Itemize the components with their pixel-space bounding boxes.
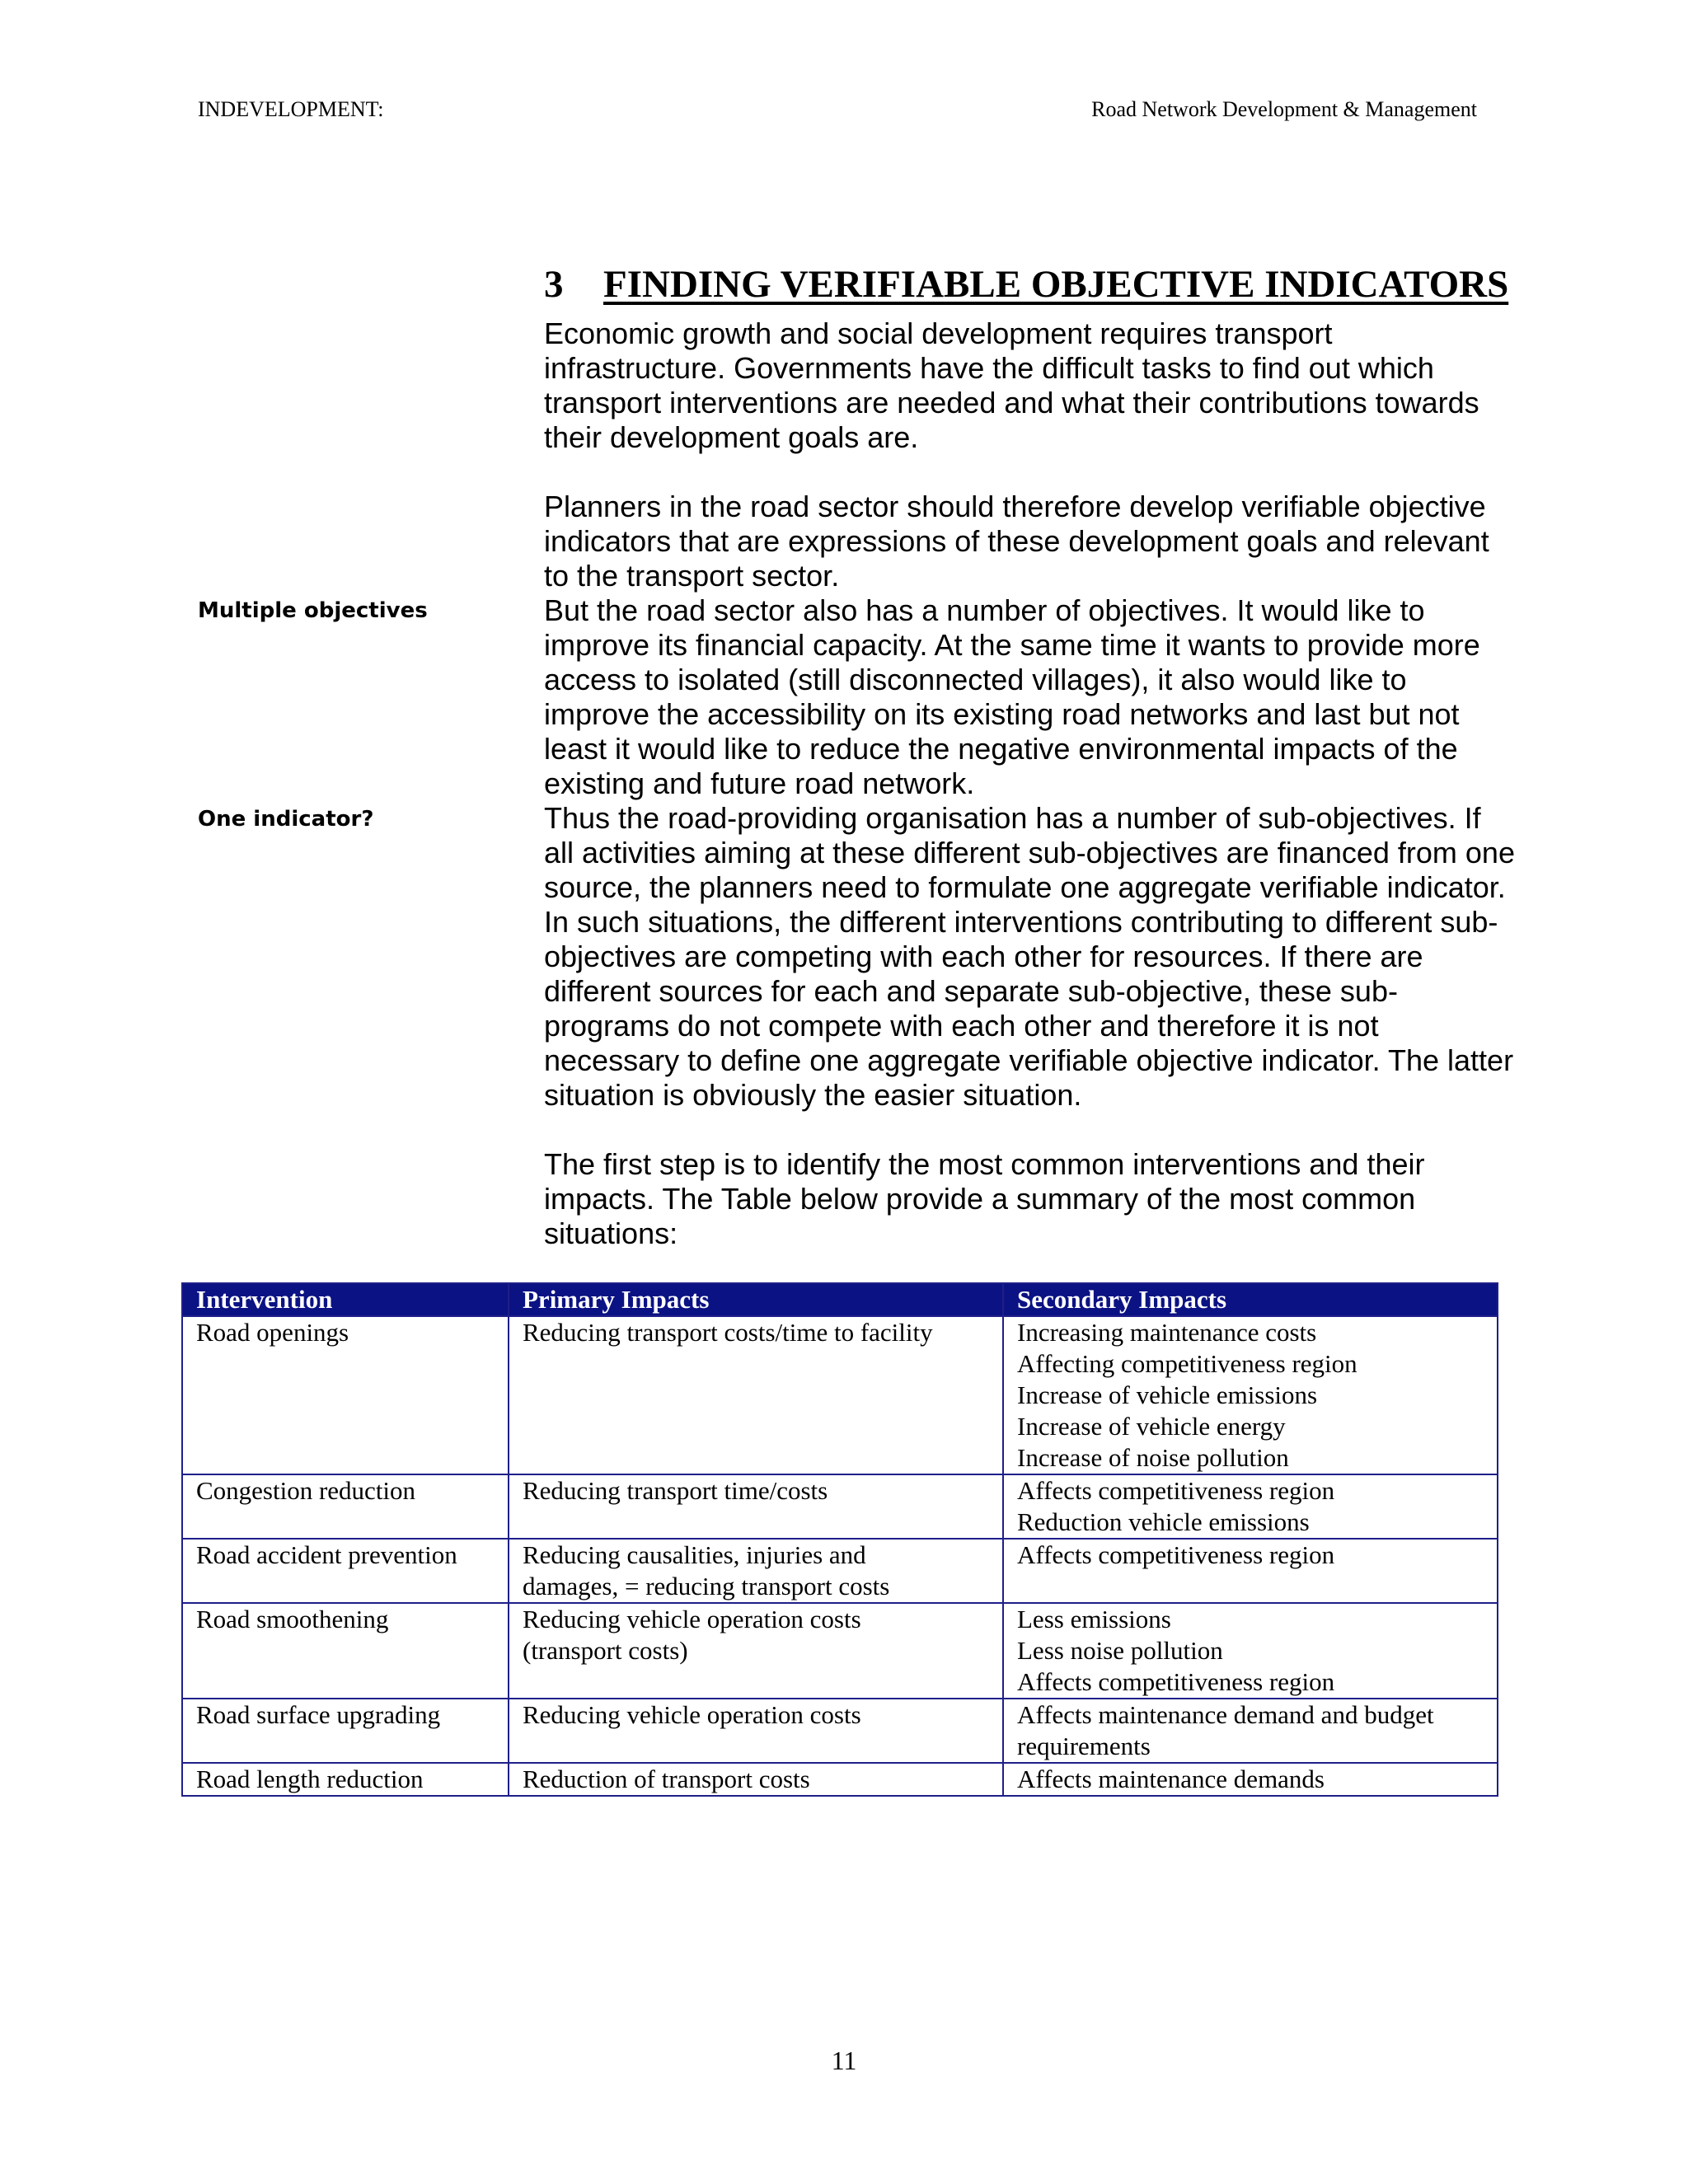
table-row — [182, 1474, 1498, 1539]
primary-impact-line: Reducing transport time/costs — [523, 1476, 828, 1505]
secondary-impact-line: Increasing maintenance costs — [1017, 1318, 1317, 1347]
paragraph-text: Thus the road-providing organisation has a number of sub-objectives. If all activities aiming at these different sub-objectives are financed from one source, the planners need to formulate one aggregate verifiable indicator. In such situations, the different interventions contributing to different sub-objectives are competing with each other for resources. If there are different sources for each and separate sub-objective, these sub-programs do not compete with each other and therefore it is not necessary to define one aggregate verifiable objective indicator. The latter situation is obviously the easier situation. — [544, 801, 1515, 1112]
table-row — [182, 1763, 1498, 1796]
paragraph-text: Planners in the road sector should therefore develop verifiable objective indicators that are expressions of these development goals and relevant to the transport sector. — [544, 490, 1489, 593]
primary-impacts-cell — [509, 1316, 1003, 1474]
intervention-cell: Road smoothening — [182, 1603, 509, 1699]
side-note-one-indicator: One indicator? — [198, 807, 374, 832]
secondary-impact-line: Less noise pollution — [1017, 1636, 1223, 1665]
column-header-primary-impacts: Primary Impacts — [509, 1283, 1003, 1316]
secondary-impact-line: Reduction vehicle emissions — [1017, 1507, 1310, 1536]
section-heading — [544, 262, 1508, 307]
column-header-secondary-impacts: Secondary Impacts — [1003, 1283, 1498, 1316]
primary-impact-line: Reducing vehicle operation costs — [523, 1605, 861, 1633]
primary-impact-line: Reducing vehicle operation costs — [523, 1700, 861, 1729]
running-header-left: INDEVELOPMENT: — [198, 97, 384, 121]
intervention-cell: Congestion reduction — [182, 1474, 509, 1539]
side-note-multiple-objectives: Multiple objectives — [198, 598, 428, 623]
running-header-right: Road Network Development & Management — [1091, 97, 1477, 121]
paragraph-text: Economic growth and social development requires transport infrastructure. Governments have the difficult tasks to find out which transport interventions are needed and what their contributions towards their development goals are. — [544, 316, 1479, 454]
primary-impact-line: Reducing causalities, injuries and — [523, 1540, 866, 1569]
primary-impacts-cell — [509, 1603, 1003, 1699]
secondary-impacts-cell — [1003, 1316, 1498, 1474]
primary-impacts-cell — [509, 1699, 1003, 1763]
table-row — [182, 1699, 1498, 1763]
column-header-intervention: Intervention — [182, 1283, 509, 1316]
section-number: 3 — [544, 263, 564, 306]
table-row — [182, 1539, 1498, 1603]
paragraph-objectives — [544, 593, 1517, 801]
intervention-cell: Road openings — [182, 1316, 509, 1474]
secondary-impact-line: Affects competitiveness region — [1017, 1476, 1335, 1505]
primary-impacts-cell — [509, 1474, 1003, 1539]
primary-impact-line: (transport costs) — [523, 1636, 688, 1665]
secondary-impact-line: requirements — [1017, 1732, 1151, 1760]
secondary-impact-line: Increase of noise pollution — [1017, 1443, 1289, 1472]
table-row — [182, 1316, 1498, 1474]
paragraph-first-step — [544, 1147, 1517, 1251]
paragraph-intro — [544, 316, 1517, 455]
primary-impacts-cell — [509, 1539, 1003, 1603]
secondary-impact-line: Increase of vehicle emissions — [1017, 1380, 1318, 1409]
secondary-impact-line: Less emissions — [1017, 1605, 1171, 1633]
intervention-cell: Road surface upgrading — [182, 1699, 509, 1763]
secondary-impacts-cell — [1003, 1474, 1498, 1539]
primary-impact-line: Reducing transport costs/time to facility — [523, 1318, 933, 1347]
paragraph-planners — [544, 490, 1517, 593]
paragraph-text: But the road sector also has a number of objectives. It would like to improve its financial capacity. At the same time it wants to provide more access to isolated (still disconnected villages), it also would like to improve the accessibility on its existing road networks and last but not least it would like to reduce the negative environmental impacts of the existing and future road network. — [544, 593, 1480, 800]
secondary-impact-line: Affects maintenance demand and budget — [1017, 1700, 1434, 1729]
primary-impacts-cell — [509, 1763, 1003, 1796]
table-header-row — [182, 1283, 1498, 1316]
section-title: FINDING VERIFIABLE OBJECTIVE INDICATORS — [603, 263, 1509, 306]
primary-impact-line: damages, = reducing transport costs — [523, 1572, 890, 1601]
intervention-cell: Road length reduction — [182, 1763, 509, 1796]
secondary-impact-line: Affects competitiveness region — [1017, 1540, 1335, 1569]
impacts-table — [181, 1282, 1498, 1797]
secondary-impacts-cell — [1003, 1603, 1498, 1699]
paragraph-sub-objectives — [544, 801, 1517, 1113]
paragraph-text: The first step is to identify the most common interventions and their impacts. The Table below provide a summary of the most common situations: — [544, 1147, 1425, 1250]
table-row — [182, 1603, 1498, 1699]
secondary-impact-line: Increase of vehicle energy — [1017, 1412, 1286, 1441]
secondary-impacts-cell — [1003, 1763, 1498, 1796]
intervention-cell: Road accident prevention — [182, 1539, 509, 1603]
secondary-impacts-cell — [1003, 1539, 1498, 1603]
secondary-impact-line: Affecting competitiveness region — [1017, 1349, 1357, 1378]
secondary-impact-line: Affects competitiveness region — [1017, 1667, 1335, 1696]
page-number: 11 — [831, 2046, 857, 2075]
secondary-impacts-cell — [1003, 1699, 1498, 1763]
secondary-impact-line: Affects maintenance demands — [1017, 1765, 1325, 1793]
primary-impact-line: Reduction of transport costs — [523, 1765, 810, 1793]
